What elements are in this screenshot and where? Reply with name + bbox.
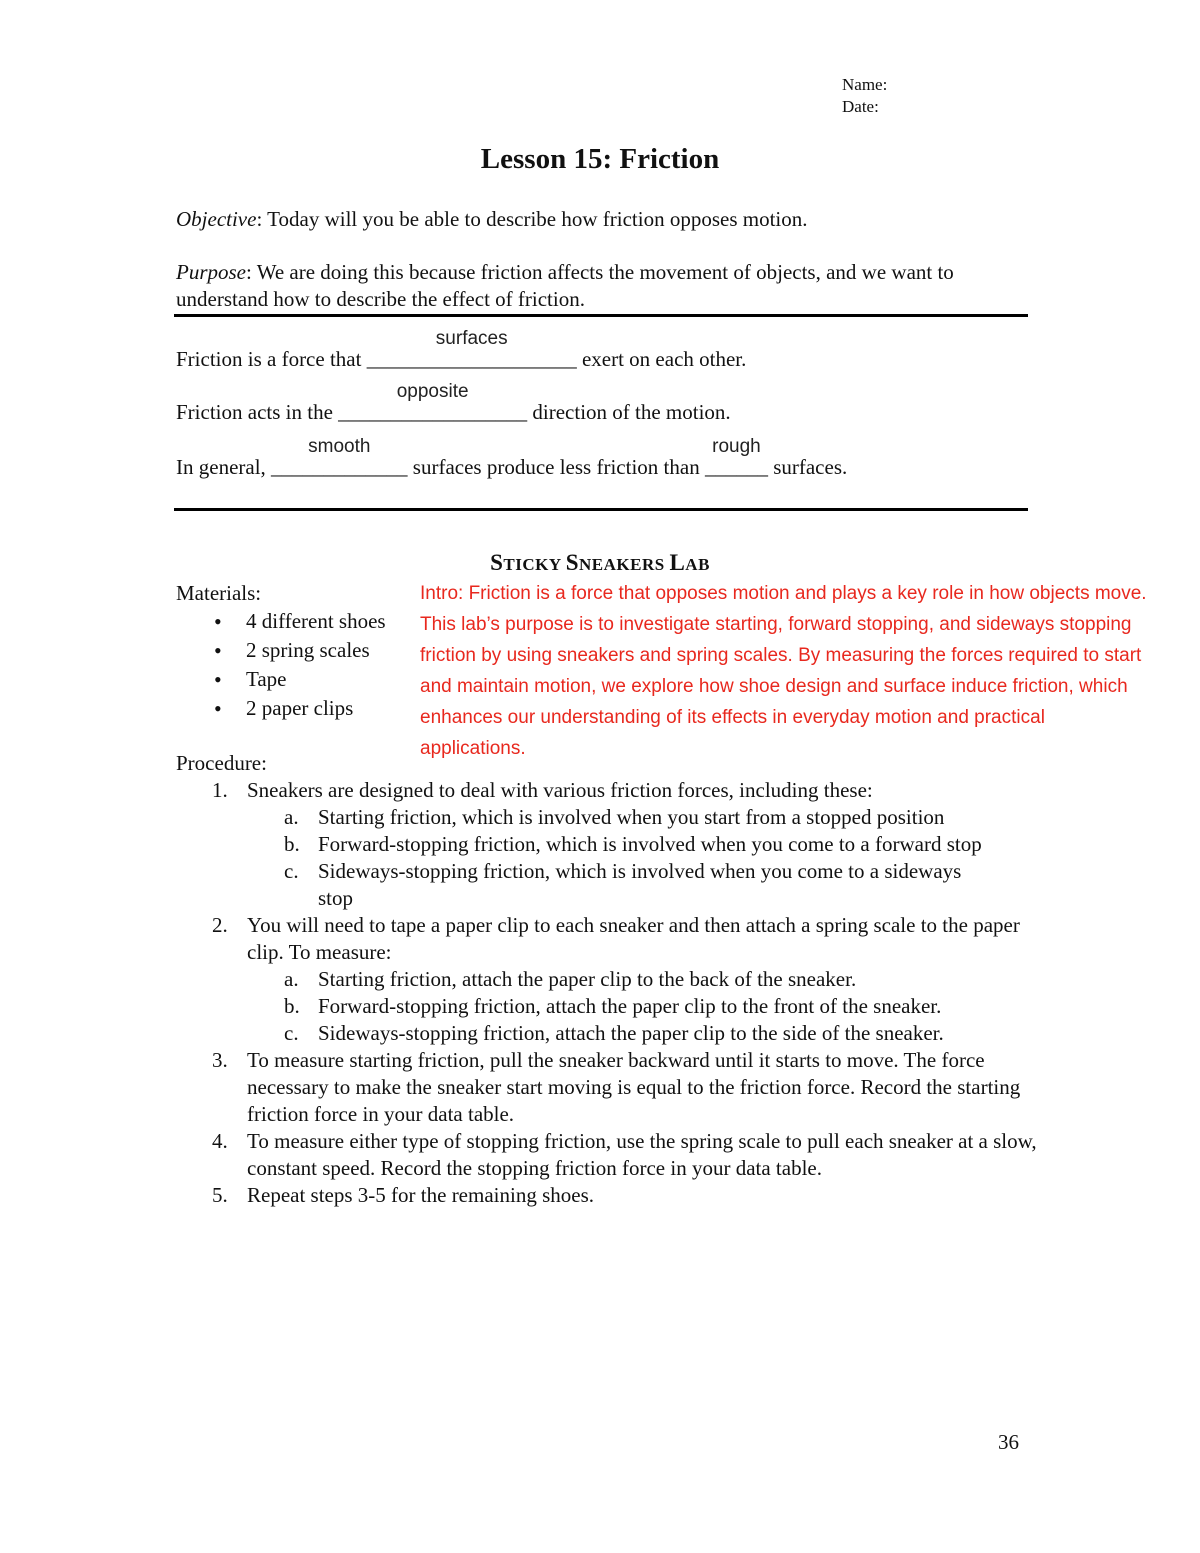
- blank-line: ____________________: [366, 347, 577, 371]
- date-label: Date:: [842, 97, 879, 116]
- procedure-section: [176, 750, 1056, 1209]
- procedure-step: [176, 1128, 1056, 1182]
- sentence-text: direction of the motion.: [527, 400, 731, 424]
- lab-title-cap: L: [669, 550, 686, 575]
- purpose: [176, 259, 996, 313]
- step-number: 2.: [212, 913, 228, 937]
- answer-text: surfaces: [435, 328, 508, 349]
- answer-text: smooth: [308, 436, 371, 457]
- substep-text: Starting friction, which is involved when you start from a stopped position: [318, 805, 945, 829]
- procedure-step: [176, 777, 1056, 804]
- materials-label: Materials:: [176, 581, 262, 605]
- materials-list: [176, 607, 416, 723]
- procedure-substep: [176, 993, 1056, 1020]
- blank-line: _____________: [271, 455, 408, 479]
- objective: [176, 206, 1036, 233]
- blank-line: ______: [704, 455, 768, 479]
- blank-field[interactable]: [704, 436, 768, 481]
- list-item: • 2 paper clips: [176, 694, 416, 723]
- sentence-text: exert on each other.: [576, 347, 747, 371]
- step-number: 5.: [212, 1183, 228, 1207]
- divider-bottom: [174, 508, 1028, 511]
- step-text: To measure either type of stopping friction, use the spring scale to pull each sneaker at a slow, constant speed. Record the stopping friction force in your data table.: [247, 1129, 1037, 1180]
- procedure-substep: [176, 966, 1056, 993]
- objective-text: : Today will you be able to describe how friction opposes motion.: [256, 207, 808, 231]
- substep-text: Starting friction, attach the paper clip to the back of the sneaker.: [318, 967, 857, 991]
- answer-text: rough: [712, 436, 761, 457]
- substep-letter: b.: [284, 994, 300, 1018]
- substep-letter: c.: [284, 1021, 299, 1045]
- step-number: 3.: [212, 1048, 228, 1072]
- lab-title: [0, 550, 1200, 576]
- sentence-text: Friction is a force that: [176, 347, 367, 371]
- purpose-label: Purpose: [176, 260, 246, 284]
- substep-letter: b.: [284, 832, 300, 856]
- lab-title-cap: S: [565, 550, 580, 575]
- substep-text: Forward-stopping friction, which is involved when you come to a forward stop: [318, 832, 982, 856]
- blank-field[interactable]: [366, 328, 577, 373]
- list-item: • 2 spring scales: [176, 636, 416, 665]
- substep-text: Forward-stopping friction, attach the paper clip to the front of the sneaker.: [318, 994, 942, 1018]
- objective-label: Objective: [176, 207, 257, 231]
- fill-in-sentence-3: [176, 436, 1036, 481]
- procedure-substep: [176, 804, 1056, 831]
- step-text: Sneakers are designed to deal with various friction forces, including these:: [247, 778, 873, 802]
- blank-field[interactable]: [338, 381, 528, 426]
- fill-in-sentence-1: [176, 328, 1036, 373]
- substep-text: Sideways-stopping friction, which is involved when you come to a sideways stop: [318, 859, 962, 910]
- sentence-text: In general,: [176, 455, 272, 479]
- step-number: 1.: [212, 778, 228, 802]
- substep-letter: c.: [284, 859, 299, 883]
- substep-letter: a.: [284, 967, 299, 991]
- procedure-substep: [176, 858, 1056, 912]
- lab-title-cap: S: [490, 550, 504, 575]
- sentence-text: surfaces.: [767, 455, 848, 479]
- list-item: • Tape: [176, 665, 416, 694]
- step-text: To measure starting friction, pull the sneaker backward until it starts to move. The force necessary to make the sneaker start moving is equal to the friction force. Record the starting friction force in your data table.: [247, 1048, 1021, 1126]
- fill-in-sentence-2: [176, 381, 1036, 426]
- substep-letter: a.: [284, 805, 299, 829]
- purpose-text: : We are doing this because friction affects the movement of objects, and we want to understand how to describe the effect of friction.: [176, 260, 954, 311]
- lab-title-small: TICKY: [503, 555, 566, 574]
- answer-text: opposite: [396, 381, 469, 402]
- sentence-text: Friction acts in the: [176, 400, 339, 424]
- materials-section: [176, 579, 416, 723]
- procedure-label: Procedure:: [176, 751, 267, 775]
- name-label: Name:: [842, 75, 888, 94]
- substep-text: Sideways-stopping friction, attach the paper clip to the side of the sneaker.: [318, 1021, 944, 1045]
- step-number: 4.: [212, 1129, 228, 1153]
- lab-title-small: AB: [685, 555, 710, 574]
- procedure-substep: [176, 831, 1056, 858]
- step-text: Repeat steps 3-5 for the remaining shoes.: [247, 1183, 594, 1207]
- page-number: 36: [998, 1430, 1019, 1454]
- intro-text: Intro: Friction is a force that opposes motion and plays a key role in how objects move. This lab’s purpose is to investigate starting, forward stopping, and sideways stopping friction by using sneakers and spring scales. By measuring the forces required to start and maintain motion, we explore how shoe design and surface induce friction, which enhances our understanding of its effects in everyday motion and practical applications.: [420, 583, 1147, 759]
- step-text: You will need to tape a paper clip to each sneaker and then attach a spring scale to the paper clip. To measure:: [247, 913, 1020, 964]
- procedure-step: [176, 1047, 1056, 1128]
- blank-line: __________________: [338, 400, 528, 424]
- divider-top: [174, 314, 1028, 317]
- procedure-step: [176, 912, 1056, 966]
- page-title: Lesson 15: Friction: [480, 143, 720, 175]
- list-item: • 4 different shoes: [176, 607, 416, 636]
- blank-field[interactable]: [271, 436, 408, 481]
- lab-title-small: NEAKERS: [579, 555, 670, 574]
- procedure-step: [176, 1182, 1056, 1209]
- procedure-substep: [176, 1020, 1056, 1047]
- sentence-text: surfaces produce less friction than: [407, 455, 705, 479]
